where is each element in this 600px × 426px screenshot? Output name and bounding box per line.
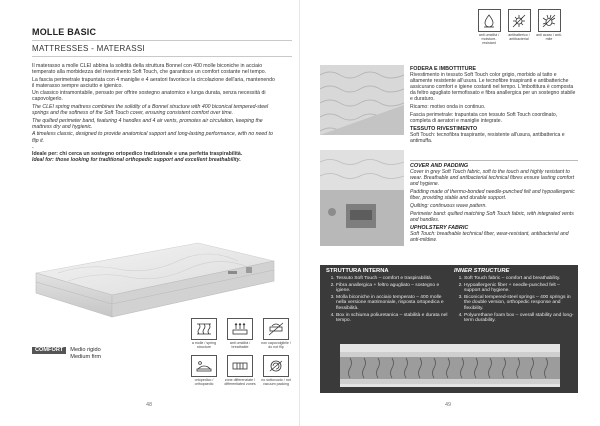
tessuto-title: TESSUTO RIVESTIMENTO (410, 126, 478, 132)
feature-zones: zone differenziate / differentiated zones (222, 355, 258, 390)
tessuto-text: Soft Touch: tecnofibra traspirante, resistente all'usura, antibatterica e antimuffa. (410, 132, 565, 144)
uph-title: UPHOLSTERY FABRIC (410, 225, 469, 231)
feature-spring: a molle / spring structure (186, 318, 222, 353)
description-block: Il materasso a molle CLEI abbina la solidità della struttura Bonnel con 400 molle biconiche in acciaio temperato alla morbidezza del rivestimento Soft Touch, che garantisce un comfort costante nel tempo. La fascia perimetrale trapuntata con 4 maniglie e 4 aeratori favorisce la circolazione dell'aria, mantenendo il materasso sempre asciutto e igienico. Un classico intramontabile, pensato per offrire sostegno anatomico e lunga durata, senza necessità di capovolgerlo. The CLEI spring mattress combines the solidity of a Bonnel structure with 400 biconical tempered-steel springs and the softness of the Soft Touch cover, ensuring consistent comfort over time. The quilted perimeter band, featuring 4 handles and 4 air vents, promotes air circulation, keeping the mattress dry and hygienic. A timeless classic, designed to provide anatomical support and long-lasting performance, with no need to flip it. - Ideale per: chi cerca un sostegno ortopedico tradizionale e una perfetta traspirabilità. Ideal for: those looking for traditional orthopedic support and excellent breathability. (32, 63, 275, 164)
spring-structure-icon (191, 318, 217, 340)
breathable-icon (227, 318, 253, 340)
zones-icon (227, 355, 253, 377)
struttura-list (326, 276, 448, 325)
struttura-item: 2. Fibra anallergica + feltro agugliato – sostegno e igiene. (336, 283, 448, 294)
inner-list (454, 276, 576, 325)
ideal-it: Ideale per: chi cerca un sostegno ortopedico tradizionale e una perfetta traspirabilità. (32, 151, 243, 158)
feature-icons (186, 318, 294, 390)
ideal-en: Ideal for: those looking for traditional orthopedic support and excellent breathability. (32, 157, 241, 164)
desc-it-3: Un classico intramontabile, pensato per offrire sostegno anatomico e lunga durata, senza necessità di capovolgerlo. (32, 90, 266, 103)
cert-anti-moisture: anti umidità / moisture-resistant (476, 9, 502, 45)
page-number-left: 48 (146, 402, 153, 408)
inner-item: 2. Hypoallergenic fiber + needle-punched felt – support and hygiene. (464, 283, 576, 294)
quilting-text: Quilting: continuous wave pattern. (410, 203, 487, 209)
cover-section (410, 163, 578, 245)
mattress-cross-section (330, 338, 570, 390)
uph-text: Soft Touch: breathable technical fiber, wear-resistant, antibacterial and anti-mildew. (410, 231, 569, 243)
fabric-photo (320, 65, 404, 135)
certification-icons (476, 9, 562, 45)
mattress-image (28, 203, 278, 325)
title-divider (32, 40, 292, 41)
handle-detail-photo (320, 150, 404, 246)
feature-vacuum: no sottovuoto / not vacuum packing (258, 355, 294, 390)
inner-item: 1. Soft Touch fabric – comfort and breathability. (464, 276, 576, 282)
inner-title: INNER STRUCTURE (454, 268, 510, 274)
anti-moisture-icon (478, 9, 501, 32)
desc-en-3: A timeless classic, designed to provide anatomical support and long-lasting performance, with no need to flip it. (32, 131, 273, 144)
comfort-en: Medium firm (70, 353, 102, 360)
struttura-title: STRUTTURA INTERNA (326, 268, 389, 274)
cover-title: COVER AND PADDING (410, 163, 469, 169)
feature-orthopedic: ortopedico / orthopaedic (186, 355, 222, 390)
product-title: MOLLE BASIC (32, 27, 97, 37)
feature-breathable: anti umidità / breathable (222, 318, 258, 353)
feature-no-flip: non capovolgibile / do not flip (258, 318, 294, 353)
inner-item: 4. Polyurethane foam box – overall stability and long-term durability. (464, 313, 576, 324)
cover-text-1: Cover in grey Soft Touch fabric, soft to the touch and highly resistant to wear. Breathable and antibacterial technical fibres ensure lasting comfort and hygiene. (410, 169, 575, 187)
struttura-item: 1. Tessuto Soft Touch – comfort e traspirabilità. (336, 276, 448, 282)
ricamo-text: Ricamo: motivo onda in continuo. (410, 104, 486, 110)
desc-it-1: Il materasso a molle CLEI abbina la solidità della struttura Bonnel con 400 molle biconiche in acciaio temperato alla morbidezza del rivestimento Soft Touch, che garantisce un comfort costante nel tempo. (32, 63, 267, 76)
cert-antibacterial: antibatterico / antibacterial (506, 9, 532, 45)
perimeter-text: Perimeter band: quilted matching Soft Touch fabric, with integrated vents and handles. (410, 211, 574, 223)
fodera-section (410, 66, 578, 146)
antibacterial-icon (508, 9, 531, 32)
comfort-rating (32, 347, 101, 360)
section-divider (410, 160, 578, 161)
no-flip-icon (263, 318, 289, 340)
desc-en-1: The CLEI spring mattress combines the solidity of a Bonnel structure with 400 biconical tempered-steel springs and the softness of the Soft Touch cover, ensuring consistent comfort over time. (32, 104, 269, 117)
struttura-item: 4. Box in schiuma poliuretanica – stabilità e durata nel tempo. (336, 313, 448, 324)
fodera-title: FODERA E IMBOTTITURE (410, 66, 476, 72)
vacuum-icon (263, 355, 289, 377)
page-number-right: 49 (445, 402, 452, 408)
desc-en-2: The quilted perimeter band, featuring 4 handles and 4 air vents, promotes air circulation, keeping the mattress dry and hygienic. (32, 117, 263, 130)
product-subtitle: MATTRESSES - MATERASSI (32, 44, 145, 53)
inner-item: 3. Biconical tempered-steel springs – 400 springs in the double version, orthopedic response and flexibility. (464, 295, 576, 312)
anti-mite-icon (538, 9, 561, 32)
comfort-it: Medio rigido (70, 347, 101, 353)
struttura-item: 3. Molla biconiche in acciaio temperato – 400 molle nella versione matrimoniale, risposta ortopedica e flessibilità. (336, 295, 448, 312)
cert-anti-mite: anti acaro / anti-mite (536, 9, 562, 45)
page-gutter (299, 0, 300, 426)
fodera-text: Rivestimento in tessuto Soft Touch color grigio, morbido al tatto e altamente resistente all'usura. Le tecnofibre traspiranti e antibatteriche assicurano comfort e igiene costanti nel tempo. L'imbottitura è composta da feltro agugliato termofissato e fibra anallergica per un sostegno stabile e duraturo. (410, 72, 576, 102)
fascia-text: Fascia perimetrale: trapuntata con tessuto Soft Touch coordinato, completa di aeratori e maniglie integrate. (410, 112, 558, 124)
cover-text-2: Padding made of thermo-bonded needle-punched felt and hypoallergenic fiber, providing stable and durable support. (410, 189, 575, 201)
orthopedic-icon (191, 355, 217, 377)
comfort-tag: COMFORT (32, 347, 66, 354)
desc-it-2: La fascia perimetrale trapuntata con 4 maniglie e 4 aeratori favorisce la circolazione dell'aria, mantenendo il materasso sempre asciutto e igienico. (32, 76, 275, 89)
subtitle-divider (32, 56, 292, 57)
